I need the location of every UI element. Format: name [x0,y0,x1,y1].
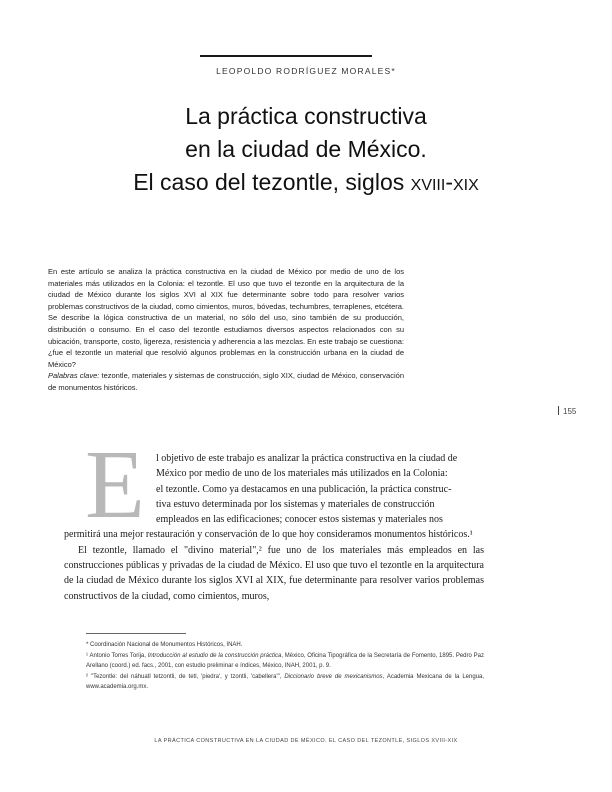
footnotes [86,640,484,693]
footnote-2-definition: ² "Tezontle: del náhuatl tetzontli, de tetl, 'piedra', y tzontli, 'cabellera'", [86,673,285,680]
title-line-3 [0,166,612,199]
keywords [48,370,404,393]
article-title [0,100,612,199]
keywords-label: Palabras clave: [48,371,100,381]
footnote-2 [86,672,484,693]
footnote-1-details: , México, Oficina Tipográfica de la Secretaría de Fomento, 1895. Pedro Paz Arellano (coord.) ed. facs., 2001, con estudio preliminar e índices, México, INAH, 2001, p. 9. [86,652,484,669]
page-number [558,406,576,416]
abstract-text: En este artículo se analiza la práctica constructiva en la ciudad de México por medio de uno de los materiales más utilizados en la Colonia: el tezontle. El uso que tuvo el tezontle en la arquitectura de la ciudad de México durante los siglos XVI al XIX fue determinante sobre todo para resolver varios problemas constructivos de la ciudad, como cimientos, muros, bóvedas, techumbres, terraplenes, etcétera. Se describe la lógica constructiva de un material, no sólo del uso, sino también de su producción, distribución o consumo. En el caso del tezontle estudiamos diversos aspectos relacionados con su ubicación, transporte, costo, ligereza, resistencia y adherencia a las mezclas. En este trabajo se cuestiona: ¿fue el tezontle un material que resolvió algunos problemas en la construcción urbana en la ciudad de México? [48,267,404,369]
footnote-2-title: Diccionario breve de mexicanismos [284,673,383,680]
footnote-star: * Coordinación Nacional de Monumentos Históricos, INAH. [86,642,243,648]
page-number-bar [558,406,559,415]
header-rule [200,55,372,57]
author-name: LEOPOLDO RODRÍGUEZ MORALES* [216,66,396,76]
footnote-rule [86,633,186,634]
footnote-1 [86,651,484,672]
running-footer: LA PRÁCTICA CONSTRUCTIVA EN LA CIUDAD DE MÉXICO. EL CASO DEL TEZONTLE, SIGLOS XVIII-XIX [154,738,458,744]
page-number-value: 155 [563,407,577,416]
body-paragraph-1 [64,451,484,543]
body-p1-line-5: empleados en las edificaciones; conocer estos sistemas y materiales nos [156,514,443,526]
footnote-2-details: , Academia Mexicana de la Lengua, www.academia.org.mx. [86,673,485,690]
body-p1-line-3: el tezontle. Como ya destacamos en una publicación, la práctica construc- [156,483,452,495]
title-centuries: xviii-xix [410,169,479,195]
body-p1-line-2: México por medio de uno de los materiales más utilizados en la Colonia: [156,468,448,480]
body-p1-rest: permitirá una mejor restauración y conservación de lo que hoy consideramos monumentos históricos.¹ [64,529,473,541]
footnote-1-title: Introducción al estudio de la construcción práctica [147,652,282,659]
keywords-list: tezontle, materiales y sistemas de construcción, siglo XIX, ciudad de México, conservación de monumentos históricos. [48,371,404,392]
title-line-3-main: El caso del tezontle, siglos [133,169,411,195]
abstract [48,266,404,394]
drop-cap: E [85,431,145,539]
footnote-1-author: ¹ Antonio Torres Torija, [86,652,148,659]
body-text [64,451,484,604]
title-line-2: en la ciudad de México. [185,136,427,162]
body-p1-line-4: tiva estuvo determinada por los sistemas y materiales de construcción [156,498,435,510]
body-paragraph-2: El tezontle, llamado el "divino material",² fue uno de los materiales más empleados en las construcciones públicas y privadas de la ciudad de México. El uso que tuvo el tezontle en la arquitectura de la ciudad de México durante los siglos XVI al XIX, fue determinante para resolver varios problemas constructivos de la ciudad, como cimientos, muros, [64,544,484,602]
body-p1-line-1: l objetivo de este trabajo es analizar la práctica constructiva en la ciudad de [156,453,458,464]
title-line-1: La práctica constructiva [185,103,427,129]
